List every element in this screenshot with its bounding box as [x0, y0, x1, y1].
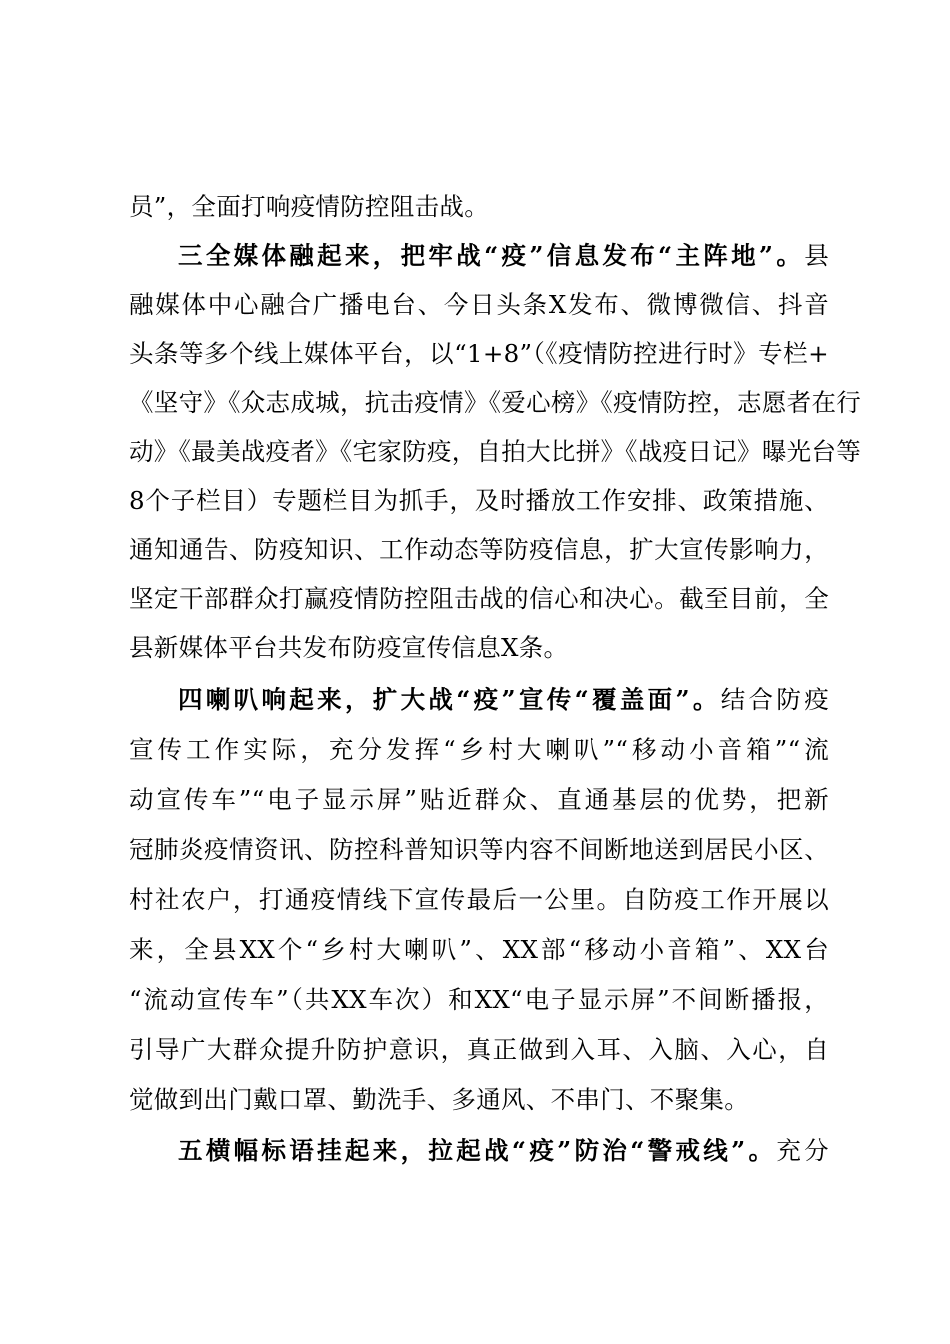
- text-line: 头条等多个线上媒体平台，以“1+8”（《疫情防控进行时》专栏+: [129, 339, 829, 368]
- section-heading: 五横幅标语挂起来，拉起战“疫”防治“警戒线”。: [178, 1136, 777, 1165]
- text-line: 《坚守》《众志成城，抗击疫情》《爱心榜》《疫情防控，志愿者在行: [129, 388, 862, 417]
- section-heading-line: 三全媒体融起来，把牢战“疫”信息发布“主阵地”。县: [178, 241, 829, 270]
- text-line: 引导广大群众提升防护意识，真正做到入耳、入脑、入心，自: [129, 1035, 829, 1064]
- text-line: 通知通告、防疫知识、工作动态等防疫信息，扩大宣传影响力，: [129, 535, 829, 564]
- section-heading: 三全媒体融起来，把牢战“疫”信息发布“主阵地”。: [178, 241, 805, 270]
- section-heading-line: 五横幅标语挂起来，拉起战“疫”防治“警戒线”。充分: [178, 1136, 829, 1165]
- text-line: 来，全县XX个“乡村大喇叭”、XX部“移动小音箱”、XX台: [129, 935, 829, 964]
- text-line: 融媒体中心融合广播电台、今日头条X发布、微博微信、抖音: [129, 290, 829, 319]
- text-line: 冠肺炎疫情资讯、防控科普知识等内容不间断地送到居民小区、: [129, 835, 829, 864]
- text-line: “流动宣传车”（共XX车次）和XX“电子显示屏”不间断播报，: [129, 985, 829, 1014]
- section-heading: 四喇叭响起来，扩大战“疫”宣传“覆盖面”。: [178, 685, 721, 714]
- text-line: 动宣传车”“电子显示屏”贴近群众、直通基层的优势，把新: [129, 785, 829, 814]
- text-line: 村社农户，打通疫情线下宣传最后一公里。自防疫工作开展以: [129, 885, 829, 914]
- text-line: 8个子栏目）专题栏目为抓手，及时播放工作安排、政策措施、: [129, 486, 829, 515]
- text-line: 县新媒体平台共发布防疫宣传信息X条。: [129, 633, 569, 662]
- text-line: 动》《最美战疫者》《宅家防疫，自拍大比拼》《战疫日记》曝光台等: [129, 437, 862, 466]
- text-line: 宣传工作实际，充分发挥“乡村大喇叭”“移动小音箱”“流: [129, 735, 829, 764]
- section-heading-line: 四喇叭响起来，扩大战“疫”宣传“覆盖面”。结合防疫: [178, 685, 829, 714]
- text-line: 觉做到出门戴口罩、勤洗手、多通风、不串门、不聚集。: [129, 1085, 749, 1114]
- text-line: 坚定干部群众打赢疫情防控阻击战的信心和决心。截至目前，全: [129, 584, 829, 613]
- text-line: 员”，全面打响疫情防控阻击战。: [129, 192, 490, 221]
